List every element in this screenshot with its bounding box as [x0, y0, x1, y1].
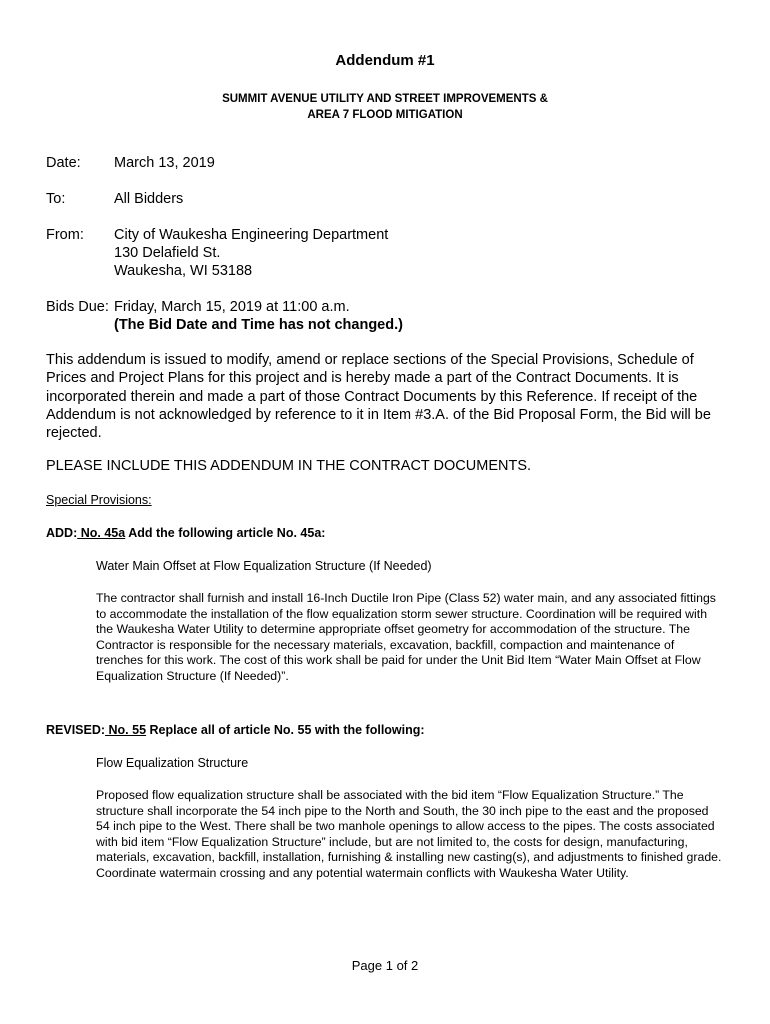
intro-paragraph: This addendum is issued to modify, amend or replace sections of the Special Provisions, Schedule of Prices and Project Plans for this project and is hereby made a part of the Contract Documents. It is incorporated therein and made a part of those Contract Documents by this Reference. If receipt of the Addendum is not acknowledged by reference to it in Item #3.A. of the Bid Proposal Form, the Bid will be rejected.: [46, 352, 711, 442]
to-value: All Bidders: [114, 191, 184, 207]
page-number: Page 1 of 2: [351, 958, 419, 973]
from-line-2: 130 Delafield St.: [114, 245, 221, 261]
revised-item-number: No. 55: [105, 723, 147, 737]
add-article-title: Water Main Offset at Flow Equalization Structure (If Needed): [96, 559, 432, 573]
add-item-number: No. 45a: [77, 526, 126, 540]
revised-prefix: REVISED:: [46, 723, 106, 737]
project-title-line-1: SUMMIT AVENUE UTILITY AND STREET IMPROVEMENTS &: [222, 93, 548, 105]
bids-due-note: (The Bid Date and Time has not changed.): [114, 317, 403, 333]
bids-due-block: [114, 298, 403, 334]
include-notice: PLEASE INCLUDE THIS ADDENDUM IN THE CONTRACT DOCUMENTS.: [46, 458, 532, 474]
from-label: From:: [46, 227, 84, 243]
add-prefix: ADD:: [46, 526, 78, 540]
project-title: [0, 91, 770, 123]
from-address: [114, 226, 388, 280]
to-label: To:: [46, 191, 66, 207]
project-title-line-2: AREA 7 FLOOD MITIGATION: [307, 109, 463, 121]
revised-article-body: Proposed flow equalization structure shall be associated with the bid item “Flow Equalization Structure.” The structure shall incorporate the 54 inch pipe to the North and South, the 30 inch pipe to the east and the proposed 54 inch pipe to the West. There shall be two manhole openings to allow access to the pipes. The costs associated with bid item “Flow Equalization Structure” include, but are not limited to, the costs for design, manufacturing, materials, excavation, backfill, installation, furnishing & installing new casting(s), and adjustments to finished grade. Coordinate watermain crossing and any potential watermain conflicts with Waukesha Water Utility.: [96, 788, 722, 880]
add-section-heading: [46, 526, 325, 540]
document-title: Addendum #1: [335, 52, 435, 69]
from-line-1: City of Waukesha Engineering Department: [114, 227, 389, 243]
revised-section-heading: [46, 723, 425, 737]
date-label: Date:: [46, 155, 81, 171]
add-article-body: The contractor shall furnish and install 16-Inch Ductile Iron Pipe (Class 52) water main, and any associated fittings to accommodate the installation of the flow equalization storm sewer structure. Coordination will be required with the Waukesha Water Utility to determine appropriate offset geometry for accommodation of the structure. The Contractor is responsible for the necessary materials, excavation, backfill, compaction and maintenance of trenches for this work. The cost of this work shall be paid for under the Unit Bid Item “Water Main Offset at Flow Equalization Structure (If Needed)”.: [96, 591, 716, 683]
add-instruction: Add the following article No. 45a:: [125, 526, 326, 540]
special-provisions-heading: Special Provisions:: [46, 493, 152, 507]
revised-article-title: Flow Equalization Structure: [96, 756, 249, 770]
date-value: March 13, 2019: [114, 155, 215, 171]
bids-due-value: Friday, March 15, 2019 at 11:00 a.m.: [114, 299, 350, 315]
from-line-3: Waukesha, WI 53188: [114, 263, 253, 279]
revised-instruction: Replace all of article No. 55 with the following:: [146, 723, 425, 737]
bids-due-label: Bids Due:: [46, 299, 109, 315]
